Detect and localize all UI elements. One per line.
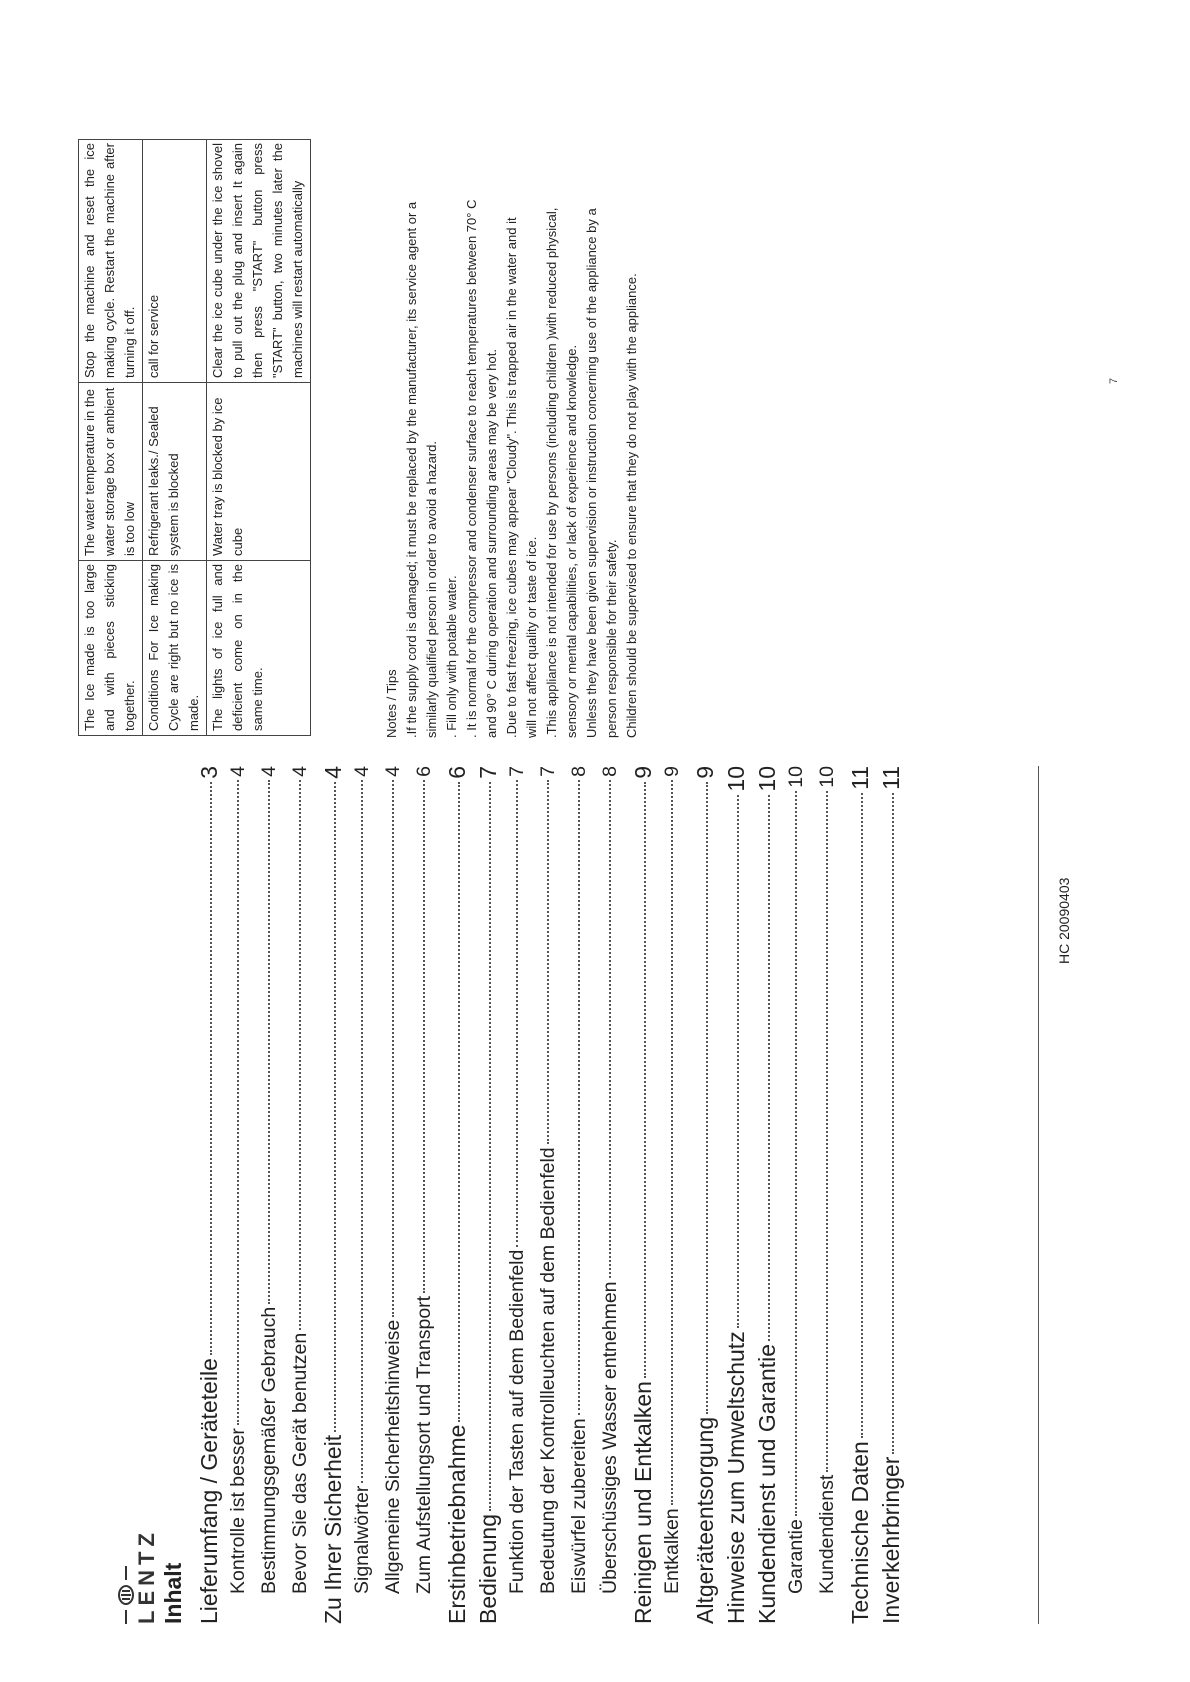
toc-entry	[351, 766, 382, 1624]
toc-dot-leader	[299, 780, 301, 1330]
problem-cell: The Ice made is too large and with pieces sticking together.	[79, 561, 143, 736]
cause-cell: The water temperature in the water storage box or ambient is too low	[79, 383, 143, 561]
toc-entry-title: Eiswürfel zubereiten	[568, 1418, 590, 1594]
toc-entry-title: Kontrolle ist besser	[227, 1428, 249, 1594]
toc-dot-leader	[826, 791, 828, 1472]
toc-entry-page: 7	[506, 766, 528, 777]
toc-entry	[630, 766, 661, 1624]
toc-entry-title: Kundendienst	[816, 1474, 838, 1594]
table-row	[79, 140, 143, 736]
note-line: and 90° C during operation and surrounding areas may be very hot.	[484, 349, 499, 738]
table-row	[143, 140, 207, 736]
toc-dot-leader	[671, 780, 673, 1506]
toc-dot-leader	[737, 795, 739, 1329]
note-line: person responsible for their safety.	[604, 539, 619, 738]
toc-entry	[289, 766, 320, 1624]
toc-entry-page: 11	[847, 766, 873, 790]
note-line: sensory or mental capabilities, or lack of experience and knowledge.	[564, 344, 579, 738]
document-code: HC 20090403	[1056, 877, 1072, 964]
toc-entry-title: Garantie	[785, 1519, 807, 1594]
toc-entry-page: 10	[785, 766, 807, 788]
toc-entry-title: Bedienung	[475, 1514, 501, 1624]
toc-dot-leader	[458, 782, 460, 1422]
toc-entry-title: Signalwörter	[351, 1485, 373, 1594]
toc-entry	[661, 766, 692, 1624]
toc-entry-title: Funktion der Tasten auf dem Bedienfeld	[506, 1249, 528, 1594]
note-line: .This appliance is not intended for use by persons (including children )with reduced physical,	[544, 207, 559, 738]
toc-entry-title: Erstinbetriebnahme	[444, 1424, 470, 1624]
toc-dot-leader	[547, 780, 549, 1144]
toc-entry-page: 6	[413, 766, 435, 777]
note-line: .Due to fast freezing, ice cubes may appear "Cloudy". This is trapped air in the water and it	[504, 217, 519, 738]
notes-heading: Notes / Tips	[384, 669, 399, 738]
toc-entry-page: 7	[475, 766, 501, 779]
page-number: 7	[1108, 377, 1120, 384]
toc-entry	[816, 766, 847, 1624]
logo-badge-icon	[118, 1584, 134, 1606]
toc-dot-leader	[609, 780, 611, 1279]
toc-dot-leader	[489, 782, 491, 1511]
toc-entry-page: 8	[568, 766, 590, 777]
toc-entry	[723, 766, 754, 1624]
toc-entry	[258, 766, 289, 1624]
problem-cell: Conditions For Ice making Cycle are right but no ice is made.	[143, 561, 207, 736]
toc-dot-leader	[861, 793, 863, 1438]
toc-entry-page: 9	[692, 766, 718, 779]
toc-dot-leader	[892, 793, 894, 1454]
logo-text: LENTZ	[134, 1528, 159, 1624]
toc-heading: Inhalt	[160, 1562, 186, 1624]
problem-cell: The lights of ice full and deficient come on in the same time.	[207, 561, 311, 736]
toc-entry-title: Reinigen und Entkalken	[630, 1381, 656, 1624]
toc-dot-leader	[268, 780, 270, 1304]
toc-entry-page: 4	[382, 766, 404, 777]
note-line: Children should be supervised to ensure that they do not play with the appliance.	[624, 273, 639, 738]
toc-entry-page: 4	[351, 766, 373, 777]
toc-entry-page: 6	[444, 766, 470, 779]
toc-entry	[320, 766, 351, 1624]
toc-entry-title: Bestimmungsgemäßer Gebrauch	[258, 1306, 280, 1594]
toc-entry	[568, 766, 599, 1624]
toc-entry-page: 9	[661, 766, 683, 777]
toc-entry	[785, 766, 816, 1624]
toc-entry-page: 10	[816, 766, 838, 788]
toc-entry	[444, 766, 475, 1624]
toc-entry-title: Zum Aufstellungsort und Transport	[413, 1295, 435, 1594]
toc-dot-leader	[334, 782, 336, 1432]
toc-dot-leader	[423, 780, 425, 1293]
note-line: will not affect quality or taste of ice.	[524, 536, 539, 738]
notes-section	[382, 148, 642, 738]
toc-entry-title: Kundendienst und Garantie	[754, 1343, 780, 1624]
toc-entry-page: 9	[630, 766, 656, 779]
toc-dot-leader	[516, 780, 518, 1247]
toc-dot-leader	[644, 782, 646, 1378]
toc-entry-page: 10	[754, 766, 780, 792]
toc-entry	[847, 766, 878, 1624]
toc-entry-title: Bevor Sie das Gerät benutzen	[289, 1332, 311, 1594]
toc-divider	[1038, 766, 1039, 1624]
note-line: Unless they have been given supervision or instruction concerning use of the appliance by a	[584, 208, 599, 738]
toc-entry-page: 10	[723, 766, 749, 792]
toc-dot-leader	[237, 780, 239, 1425]
toc-entry	[413, 766, 444, 1624]
troubleshooting-table	[78, 139, 311, 736]
solution-cell: Stop the machine and reset the ice making cycle. Restart the machine after turning it off.	[79, 140, 143, 383]
logo-emblem	[118, 1528, 134, 1624]
toc-entry-page: 7	[537, 766, 559, 777]
toc-entry-title: Überschüssiges Wasser entnehmen	[599, 1281, 621, 1594]
solution-cell: Clear the ice cube under the ice shovel to pull out the plug and insert It again then press "START" button press "START" button, two minutes later the machines will restart automatically	[207, 140, 311, 383]
toc-entry	[599, 766, 630, 1624]
toc-entry-title: Lieferumfang / Geräteteile	[196, 1358, 222, 1624]
toc-entry	[196, 766, 227, 1624]
toc-entry	[754, 766, 785, 1624]
note-line: similarly qualified person in order to avoid a hazard.	[424, 441, 439, 738]
toc-entry-page: 4	[320, 766, 346, 779]
toc-entry-title: Zu Ihrer Sicherheit	[320, 1434, 346, 1624]
toc-dot-leader	[795, 791, 797, 1517]
toc-entry-page: 11	[878, 766, 904, 790]
toc-dot-leader	[578, 780, 580, 1416]
toc-dot-leader	[361, 780, 363, 1483]
toc-entry-title: Allgemeine Sicherheitshinweise	[382, 1319, 404, 1594]
toc-dot-leader	[392, 780, 394, 1317]
toc-entry-page: 4	[258, 766, 280, 777]
table-row	[207, 140, 311, 736]
note-line: .If the supply cord is damaged; it must be replaced by the manufacturer, its service agent or a	[404, 201, 419, 738]
note-line: . Fill only with potable water.	[444, 575, 459, 738]
cause-cell: Refrigerant leaks./ Sealed system is blocked	[143, 383, 207, 561]
solution-cell: call for service	[143, 140, 207, 383]
toc-entry-title: Bedeutung der Kontrollleuchten auf dem Bedienfeld	[537, 1147, 559, 1594]
toc-entry-page: 3	[196, 766, 222, 779]
toc-entry	[382, 766, 413, 1624]
toc-entry	[227, 766, 258, 1624]
toc-entry	[878, 766, 909, 1624]
toc-entry	[475, 766, 506, 1624]
toc-entry-title: Inverkehrbringer	[878, 1456, 904, 1624]
toc-entry-page: 4	[227, 766, 249, 777]
toc-dot-leader	[768, 795, 770, 1341]
toc-entry-title: Technische Daten	[847, 1441, 873, 1624]
toc-entry-title: Entkalken	[661, 1508, 683, 1594]
toc-entry	[537, 766, 568, 1624]
toc-dot-leader	[706, 782, 708, 1414]
brand-logo	[118, 1528, 160, 1624]
toc-entry	[692, 766, 723, 1624]
note-line: . It is normal for the compressor and condenser surface to reach temperatures between 70° C	[464, 199, 479, 738]
toc-entry-page: 8	[599, 766, 621, 777]
toc-entry	[506, 766, 537, 1624]
toc-dot-leader	[210, 782, 212, 1355]
toc-entry-title: Altgeräteentsorgung	[692, 1416, 718, 1624]
toc-entry-page: 4	[289, 766, 311, 777]
toc-entry-title: Hinweise zum Umweltschutz	[723, 1331, 749, 1624]
cause-cell: Water tray is blocked by ice cube	[207, 383, 311, 561]
